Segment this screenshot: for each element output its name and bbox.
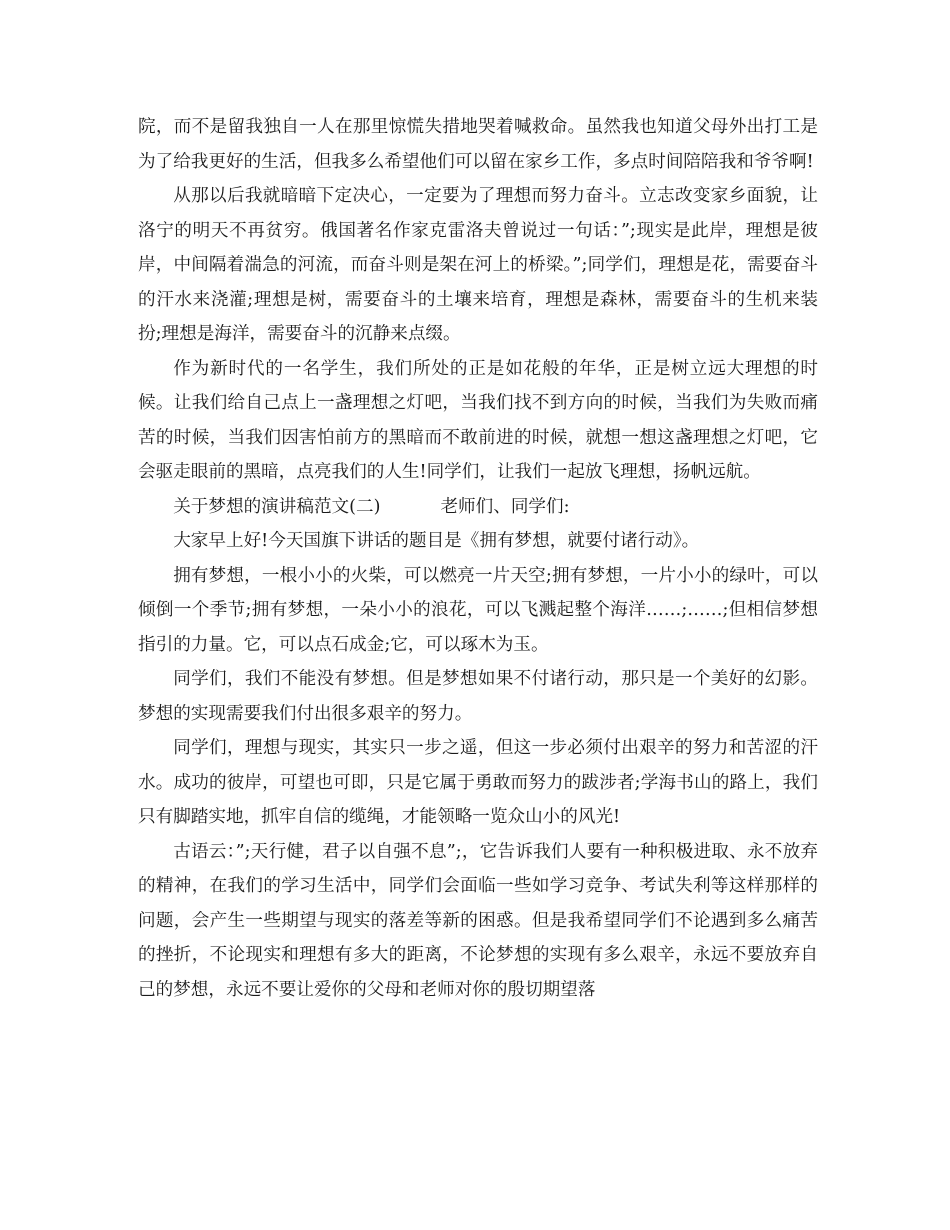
section-heading — [138, 490, 818, 525]
paragraph-action: 同学们，我们不能没有梦想。但是梦想如果不付诸行动，那只是一个美好的幻影。梦想的实现需要我们付出很多艰辛的努力。 — [138, 669, 818, 724]
paragraph-ancient-saying: 古语云：”;天行健，君子以自强不息”;，它告诉我们人要有一种积极进取、永不放弃的精神，在我们的学习生活中，同学们会面临一些如学习竞争、考试失利等这样那样的问题，会产生一些期望与现实的落差等新的困惑。但是我希望同学们不论遇到多么痛苦的挫折，不论现实和理想有多大的距离，不论梦想的实现有多么艰辛，永远不要放弃自己的梦想，永远不要让爱你的父母和老师对你的殷切期望落 — [138, 841, 818, 1000]
paragraph-continuation: 院，而不是留我独自一人在那里惊慌失措地哭着喊救命。虽然我也知道父母外出打工是为了给我更好的生活，但我多么希望他们可以留在家乡工作，多点时间陪陪我和爷爷啊! — [138, 117, 818, 172]
paragraph-determination: 从那以后我就暗暗下定决心，一定要为了理想而努力奋斗。立志改变家乡面貌，让洛宁的明天不再贫穷。俄国著名作家克雷洛夫曾说过一句话：”;现实是此岸，理想是彼岸，中间隔着湍急的河流，而奋斗则是架在河上的桥梁。”;同学们，理想是花，需要奋斗的汗水来浇灌;理想是树，需要奋斗的土壤来培育，理想是森林，需要奋斗的生机来装扮;理想是海洋，需要奋斗的沉静来点缀。 — [138, 186, 818, 344]
paragraph-new-era-student: 作为新时代的一名学生，我们所处的正是如花般的年华，正是树立远大理想的时候。让我们给自己点上一盏理想之灯吧，当我们找不到方向的时候，当我们为失败而痛苦的时候，当我们因害怕前方的黑暗而不敢前进的时候，就想一想这盏理想之灯吧，它会驱走眼前的黑暗，点亮我们的人生!同学们，让我们一起放飞理想，扬帆远航。 — [138, 358, 818, 482]
paragraph-greeting: 大家早上好!今天国旗下讲话的题目是《拥有梦想，就要付诸行动》。 — [173, 531, 700, 551]
paragraph-ideal-reality: 同学们，理想与现实，其实只一步之遥，但这一步必须付出艰辛的努力和苦涩的汗水。成功的彼岸，可望也可即，只是它属于勇敢而努力的跋涉者;学海书山的路上，我们只有脚踏实地，抓牢自信的缆绳，才能领略一览众山小的风光! — [138, 738, 818, 827]
section-salutation: 老师们、同学们: — [440, 496, 570, 517]
section-title: 关于梦想的演讲稿范文(二) — [173, 496, 381, 517]
paragraph-having-dreams: 拥有梦想，一根小小的火柴，可以燃亮一片天空;拥有梦想，一片小小的绿叶，可以倾倒一个季节;拥有梦想，一朵小小的浪花，可以飞溅起整个海洋……;……;但相信梦想指引的力量。它，可以点石成金;它，可以琢木为玉。 — [138, 565, 818, 655]
document-body — [138, 110, 818, 1007]
